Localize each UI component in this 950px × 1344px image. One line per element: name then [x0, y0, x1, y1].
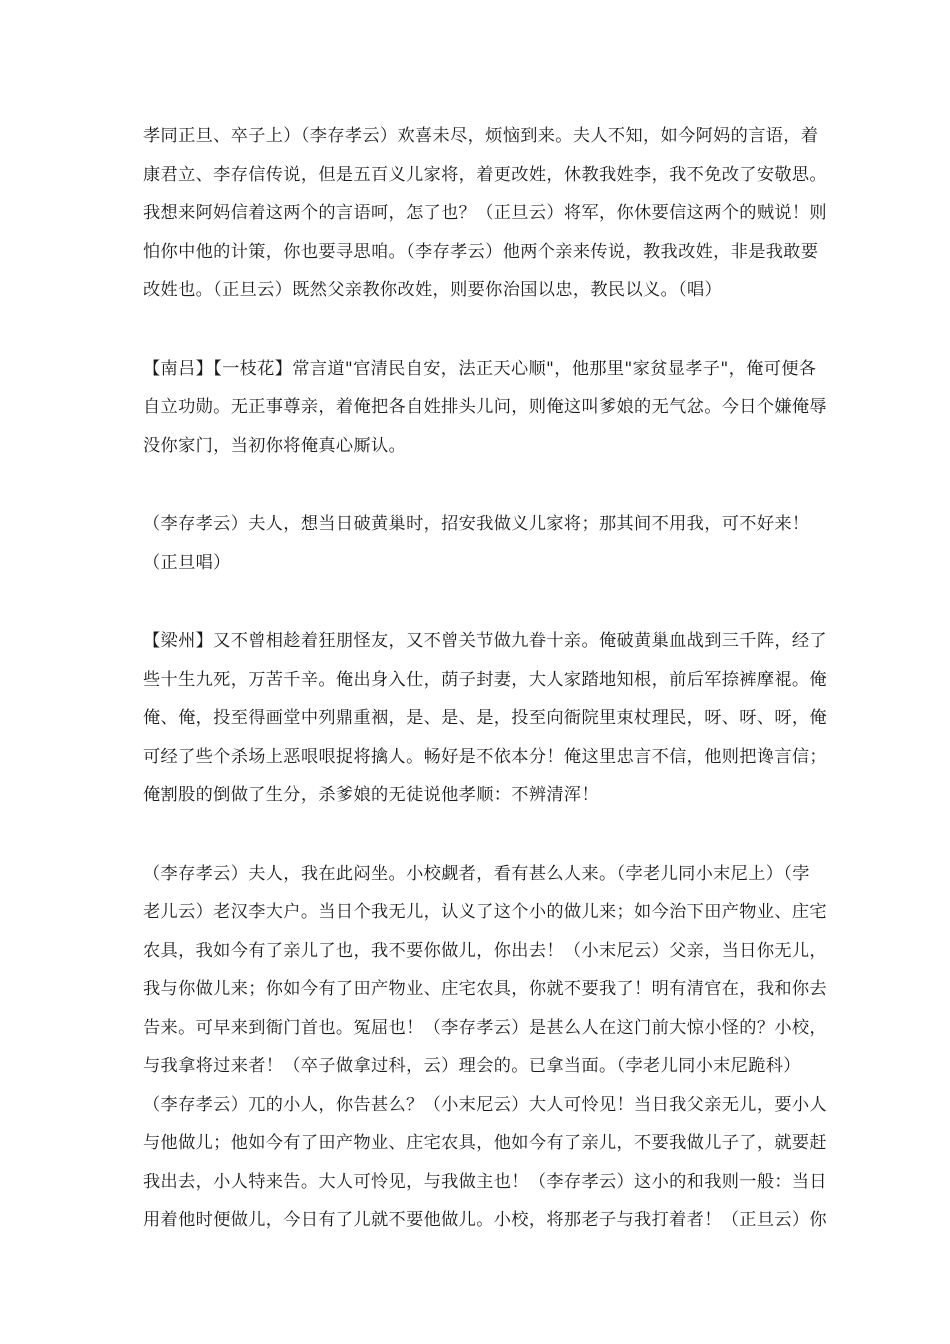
text-line: 【南吕】【一枝花】常言道"官清民自安，法正天心顺"，他那里"家贫显孝子"，俺可便各 [143, 358, 817, 379]
text-line: 些十生九死，万苦千辛。俺出身入仕，荫子封妻，大人家踏地知根，前后军捺裤摩裩。俺 [143, 669, 827, 690]
text-line: 与他做儿；他如今有了田产物业、庄宅农具，他如今有了亲儿，不要我做儿子了，就要赶 [143, 1133, 827, 1153]
text-line: 与我拿将过来者！（卒子做拿过科，云）理会的。已拿当面。（孛老儿同小末尼跪科） [143, 1056, 801, 1076]
text-line: 我想来阿妈信着这两个的言语呵，怎了也？（正旦云）将军，你休要信这两个的贼说！则 [143, 203, 827, 223]
text-line: 怕你中他的计策，你也要寻思咱。（李存孝云）他两个亲来传说，教我改姓，非是我敢要 [143, 241, 819, 262]
text-line: （李存孝云）兀的小人，你告甚么？（小末尼云）大人可怜见！当日我父亲无儿，要小人 [143, 1094, 827, 1115]
paragraph-3 [143, 505, 811, 582]
text-line: （李存孝云）夫人，我在此闷坐。小校觑者，看有甚么人来。（孛老儿同小末尼上）（孛 [143, 863, 810, 884]
text-line: 【梁州】又不曾相趁着狂朋怪友，又不曾关节做九眷十亲。俺破黄巢血战到三千阵，经了 [143, 631, 827, 651]
text-line: 我出去，小人特来告。大人可怜见，与我做主也！（李存孝云）这小的和我则一般：当日 [143, 1171, 827, 1192]
text-line: 告来。可早来到衙门首也。冤屈也！（李存孝云）是甚么人在这门前大惊小怪的？小校， [143, 1017, 827, 1038]
text-line: 用着他时便做儿，今日有了儿就不要他做儿。小校，将那老子与我打着者！（正旦云）你 [143, 1210, 827, 1230]
text-line: 我与你做儿来；你如今有了田产物业、庄宅农具，你就不要我了！明有清官在，我和你去 [143, 979, 827, 999]
text-line: 没你家门，当初你将俺真心厮认。 [143, 435, 407, 456]
text-line: 康君立、李存信传说，但是五百义儿家将，着更改姓，休教我姓李，我不免改了安敬思。 [143, 164, 827, 185]
paragraph-1 [143, 117, 827, 310]
text-line: 改姓也。（正旦云）既然父亲教你改姓，则要你治国以忠，教民以义。（唱） [143, 280, 723, 300]
text-line: 农具，我如今有了亲儿了也，我不要你做儿，你出去！（小末尼云）父亲，当日你无儿， [143, 940, 827, 961]
paragraph-2 [143, 350, 827, 466]
text-line: 老儿云）老汉李大户。当日个我无儿，认义了这个小的做儿来；如今治下田产物业、庄宅 [143, 902, 827, 922]
paragraph-4 [143, 622, 827, 815]
text-line: 自立功勋。无正事尊亲，着俺把各自姓排头儿问，则俺这叫爹娘的无气忿。今日个嫌俺辱 [143, 397, 827, 417]
text-line: 孝同正旦、卒子上）（李存孝云）欢喜未尽，烦恼到来。夫人不知，如今阿妈的言语，着 [143, 126, 819, 146]
text-line: 俺、俺，投至得画堂中列鼎重裀，是、是、是，投至向衙院里束杖理民，呀、呀、呀，俺 [143, 708, 827, 728]
paragraph-5 [143, 855, 827, 1240]
text-line: （正旦唱） [143, 552, 231, 573]
text-line: 可经了些个杀场上恶哏哏捉将擒人。畅好是不依本分！俺这里忠言不信，他则把谗言信； [143, 746, 827, 767]
text-line: （李存孝云）夫人，想当日破黄巢时，招安我做义儿家将；那其间不用我，可不好来！ [143, 514, 810, 534]
document-body [143, 117, 827, 1280]
text-line: 俺割股的倒做了生分，杀爹娘的无徒说他孝顺：不辨清浑！ [143, 785, 599, 805]
